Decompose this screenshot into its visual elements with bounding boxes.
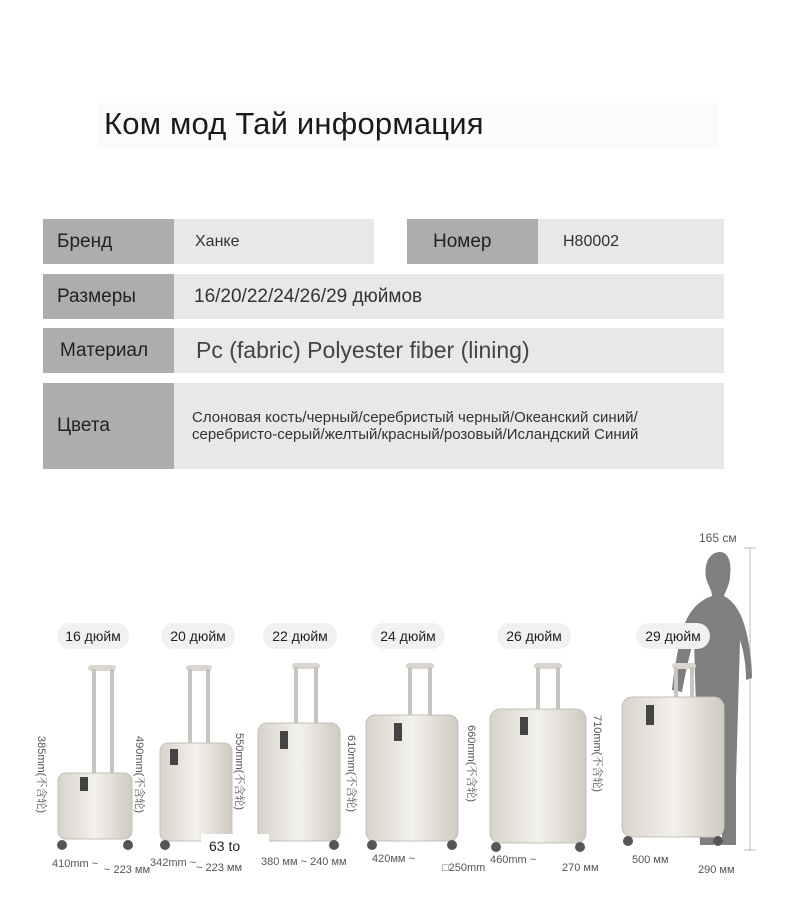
height-22: 550mm(不含轮): [233, 733, 245, 811]
depth-16: ~ 223 мм: [104, 864, 151, 876]
material-label: Материал: [43, 328, 174, 373]
suitcase-16: [57, 665, 133, 850]
brand-label: Бренд: [43, 219, 174, 264]
model-value: H80002: [538, 219, 724, 264]
colors-value: [174, 383, 724, 469]
size-22: 22 дюйм: [263, 623, 337, 649]
suitcase-22: [258, 663, 340, 850]
size-24: 24 дюйм: [371, 623, 445, 649]
height-26: 660mm(不含轮): [465, 725, 477, 803]
depth-26: 270 мм: [562, 862, 599, 874]
material-value: Pc (fabric) Polyester fiber (lining): [174, 328, 724, 373]
width-22: 380 мм ~ 240 мм: [261, 856, 347, 868]
sizes-value: 16/20/22/24/26/29 дюймов: [174, 274, 724, 319]
suitcase-lineup: [0, 655, 760, 865]
depth-20: ~ 223 мм: [196, 862, 243, 874]
size-29: 29 дюйм: [636, 623, 710, 649]
width-24: 420мм ~: [372, 853, 415, 865]
suitcase-24: [366, 663, 458, 850]
size-16: 16 дюйм: [57, 623, 129, 649]
height-20: 490mm(不含轮): [133, 736, 145, 814]
size-20: 20 дюйм: [161, 623, 235, 649]
suitcase-29: [622, 663, 724, 846]
width-29: 500 мм: [632, 854, 669, 866]
width-16: 410mm ~: [52, 858, 99, 870]
colors-line-1: Слоновая кость/черный/серебристый черный/Океанский синий/: [192, 409, 638, 426]
depth-29: 290 мм: [698, 864, 735, 876]
brand-value: Ханке: [174, 219, 374, 264]
colors-line-2: серебристо-серый/желтый/красный/розовый/Исландский Синий: [192, 426, 639, 443]
size-20-overlay: 63 to: [201, 834, 269, 858]
page-title: Ком мод Тай информация: [104, 106, 484, 141]
suitcase-20: [160, 665, 233, 850]
width-20: 342mm ~: [150, 857, 197, 869]
size-26: 26 дюйм: [497, 623, 571, 649]
suitcase-26: [490, 663, 586, 852]
height-24: 610mm(不含轮): [345, 735, 357, 813]
person-height-label: 165 см: [699, 531, 737, 545]
height-29: 710mm(不含轮): [591, 715, 603, 793]
width-26: 460mm ~: [490, 854, 537, 866]
model-label: Номер: [407, 219, 538, 264]
depth-24: □250mm: [442, 862, 486, 874]
sizes-label: Размеры: [43, 274, 174, 319]
colors-label: Цвета: [43, 383, 174, 469]
height-16: 385mm(不含轮): [35, 736, 47, 814]
